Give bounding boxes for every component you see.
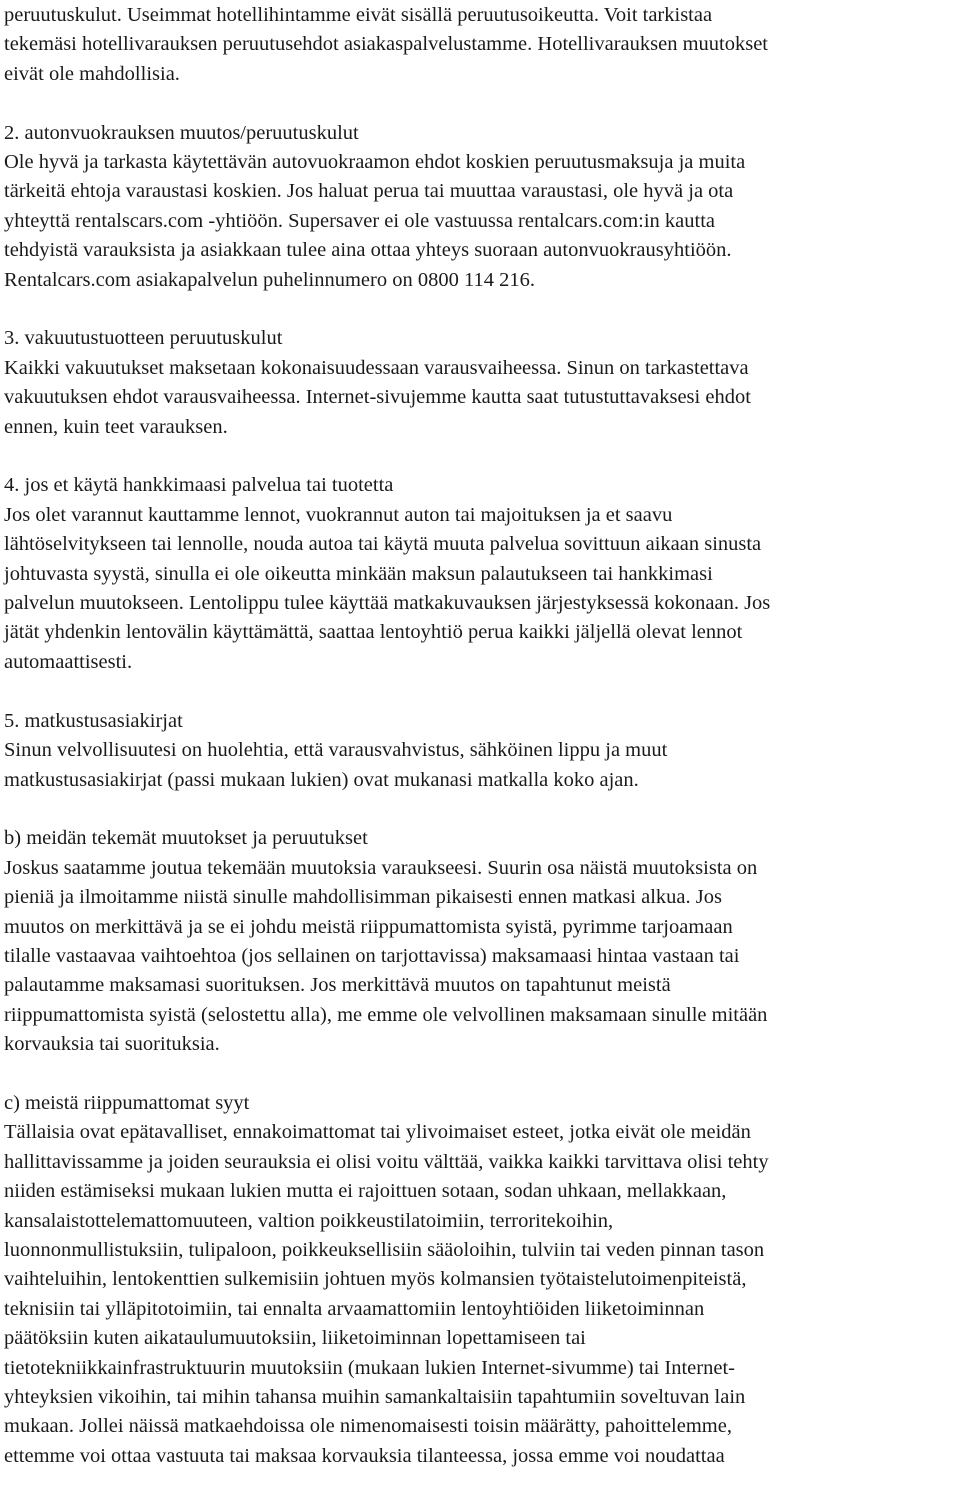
text-line: mukaan. Jollei näissä matkaehdoissa ole nimenomaisesti toisin määrätty, pahoittelemme,: [4, 1415, 732, 1438]
text-line: peruutuskulut. Useimmat hotellihintamme eivät sisällä peruutusoikeutta. Voit tarkistaa: [4, 4, 713, 26]
intro-paragraph: [4, 1, 958, 89]
text-line: vaihteluihin, lentokenttien sulkemisiin johtuen myös kolmansien työtaistelutoimenpiteistä,: [4, 1268, 747, 1291]
section-heading: 4. jos et käytä hankkimaasi palvelua tai tuotetta: [4, 474, 394, 497]
section-force-majeure: [4, 1089, 958, 1471]
text-line: matkustusasiakirjat (passi mukaan lukien) ovat mukanasi matkalla koko ajan.: [4, 768, 639, 791]
text-line: ennen, kuin teet varauksen.: [4, 415, 228, 438]
text-line: johtuvasta syystä, sinulla ei ole oikeutta minkään maksun palautukseen tai hankkimasi: [4, 562, 713, 585]
section-insurance-cancellation: [4, 324, 958, 442]
section-our-changes: [4, 824, 958, 1059]
section-car-rental-cancellation: [4, 119, 958, 295]
text-line: riippumattomista syistä (selostettu alla), me emme ole velvollinen maksamaan sinulle mitään: [4, 1003, 768, 1026]
section-heading: 3. vakuutustuotteen peruutuskulut: [4, 327, 283, 350]
section-heading: 5. matkustusasiakirjat: [4, 709, 183, 732]
text-line: päätöksiin kuten aikataulumuutoksiin, liiketoiminnan lopettamiseen tai: [4, 1327, 586, 1350]
text-line: tekemäsi hotellivarauksen peruutusehdot asiakaspalvelustamme. Hotellivarauksen muutokset: [4, 33, 768, 56]
text-line: yhteyksien vikoihin, tai mihin tahansa muihin samankaltaisiin tapahtumiin soveltuvan lain: [4, 1386, 746, 1408]
section-heading: c) meistä riippumattomat syyt: [4, 1091, 250, 1114]
text-line: Tällaisia ovat epätavalliset, ennakoimattomat tai ylivoimaiset esteet, jotka eivät ole meidän: [4, 1121, 751, 1144]
text-line: palvelun muutokseen. Lentolippu tulee käyttää matkakuvauksen järjestyksessä kokonaan. Jos: [4, 592, 771, 615]
text-line: kansalaistottelemattomuuteen, valtion poikkeustilatoimiin, terroritekoihin,: [4, 1209, 614, 1232]
text-line: korvauksia tai suorituksia.: [4, 1033, 220, 1056]
section-travel-documents: [4, 707, 958, 795]
text-line: hallittavissamme ja joiden seurauksia ei olisi voitu välttää, vaikka kaikki tarvittava olisi tehty: [4, 1150, 769, 1173]
text-line: teknisiin tai ylläpitotoimiin, tai ennalta arvaamattomiin lentoyhtiöiden liiketoiminnan: [4, 1297, 705, 1320]
text-line: Rentalcars.com asiakapalvelun puhelinnumero on 0800 114 216.: [4, 268, 535, 291]
text-line: palautamme maksamasi suorituksen. Jos merkittävä muutos on tapahtunut meistä: [4, 974, 671, 997]
text-line: Ole hyvä ja tarkasta käytettävän autovuokraamon ehdot koskien peruutusmaksuja ja muita: [4, 151, 746, 174]
text-line: lähtöselvitykseen tai lennolle, nouda autoa tai käytä muuta palvelua sovittuun aikaan sinusta: [4, 533, 762, 556]
document-page: [4, 0, 958, 1501]
text-line: luonnonmullistuksiin, tulipaloon, poikkeuksellisiin sääoloihin, tulviin tai veden pinnan tason: [4, 1238, 765, 1261]
section-heading: b) meidän tekemät muutokset ja peruutukset: [4, 827, 368, 850]
text-line: muutos on merkittävä ja se ei johdu meistä riippumattomista syistä, pyrimme tarjoamaan: [4, 915, 733, 938]
section-unused-service: [4, 471, 958, 677]
text-line: jätät yhdenkin lentovälin käyttämättä, saattaa lentoyhtiö perua kaikki jäljellä olevat lennot: [4, 621, 743, 644]
text-line: tehdyistä varauksista ja asiakkaan tulee aina ottaa yhteys suoraan autonvuokrausyhtiöön.: [4, 239, 732, 262]
text-line: automaattisesti.: [4, 650, 133, 673]
text-line: pieniä ja ilmoitamme niistä sinulle mahdollisimman pikaisesti ennen matkasi alkua. Jos: [4, 886, 722, 909]
text-line: Kaikki vakuutukset maksetaan kokonaisuudessaan varausvaiheessa. Sinun on tarkastettava: [4, 356, 749, 379]
text-line: tilalle vastaavaa vaihtoehtoa (jos sellainen on tarjottavissa) maksamaasi hintaa vastaan tai: [4, 944, 740, 967]
text-line: vakuutuksen ehdot varausvaiheessa. Internet-sivujemme kautta saat tutustuttavaksesi ehdot: [4, 386, 751, 409]
text-line: ettemme voi ottaa vastuuta tai maksaa korvauksia tilanteessa, jossa emme voi noudattaa: [4, 1444, 725, 1467]
text-line: Jos olet varannut kauttamme lennot, vuokrannut auton tai majoituksen ja et saavu: [4, 503, 673, 526]
text-line: niiden estämiseksi mukaan lukien mutta ei rajoittuen sotaan, sodan uhkaan, mellakkaan,: [4, 1180, 727, 1203]
text-line: tärkeitä ehtoja varaustasi koskien. Jos haluat perua tai muuttaa varaustasi, ole hyvä ja ota: [4, 180, 734, 203]
text-line: tietotekniikkainfrastruktuurin muutoksiin (mukaan lukien Internet-sivumme) tai Internet-: [4, 1356, 735, 1379]
text-line: eivät ole mahdollisia.: [4, 62, 180, 85]
section-heading: 2. autonvuokrauksen muutos/peruutuskulut: [4, 121, 359, 144]
text-line: yhteyttä rentalscars.com -yhtiöön. Supersaver ei ole vastuussa rentalcars.com:in kautta: [4, 209, 716, 232]
text-line: Sinun velvollisuutesi on huolehtia, että varausvahvistus, sähköinen lippu ja muut: [4, 739, 668, 762]
text-line: Joskus saatamme joutua tekemään muutoksia varaukseesi. Suurin osa näistä muutoksista on: [4, 856, 758, 879]
